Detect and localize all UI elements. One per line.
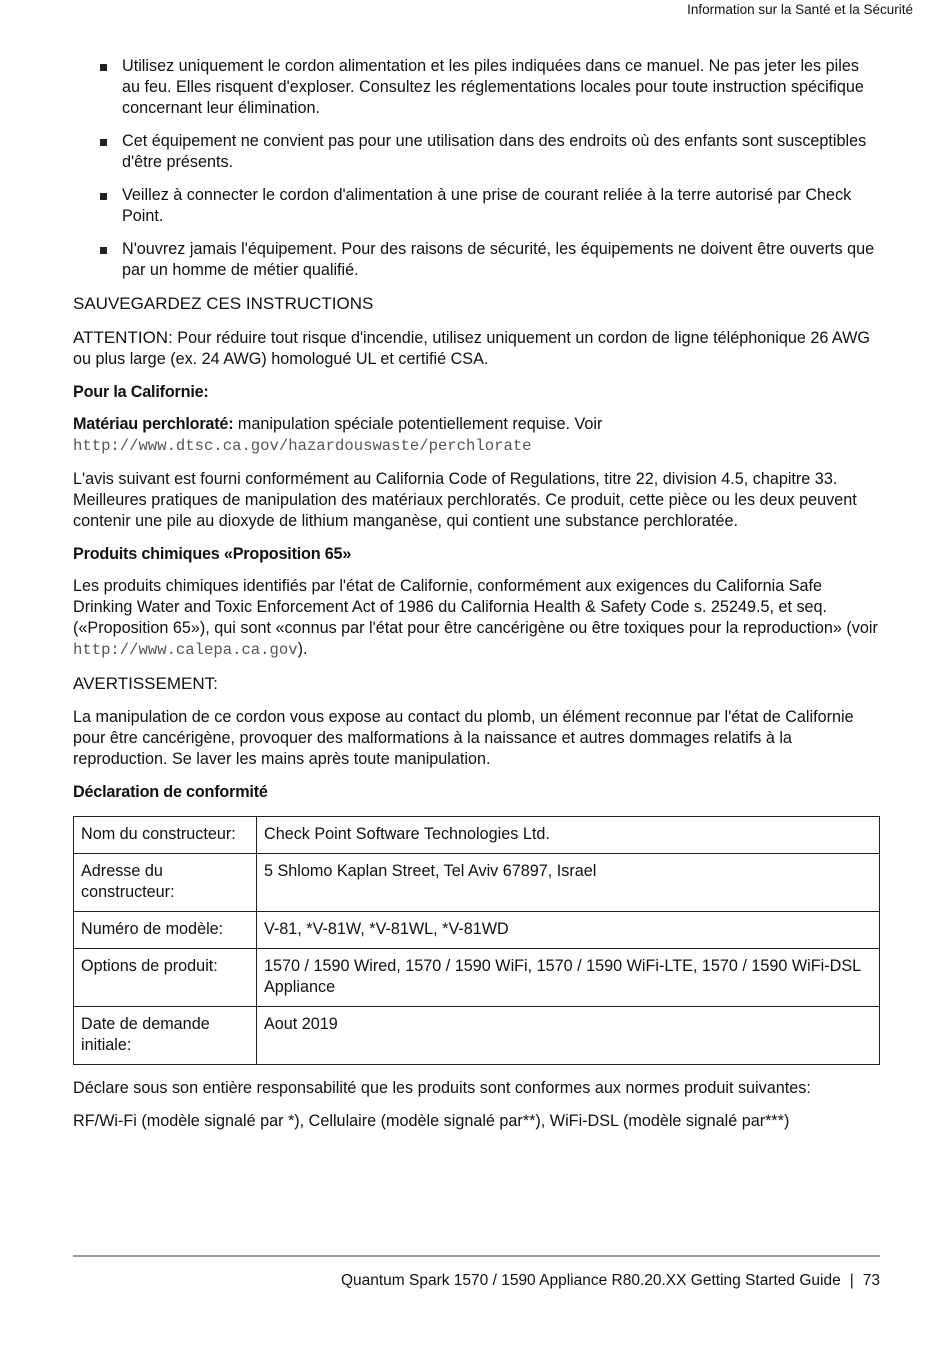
running-header: Information sur la Santé et la Sécurité [687, 2, 913, 17]
table-row [74, 1007, 880, 1065]
table-cell-label: Adresse du constructeur: [74, 854, 257, 912]
guide-title: Quantum Spark 1570 / 1590 Appliance R80.20.XX Getting Started Guide [340, 1272, 841, 1289]
perchlorate-link[interactable]: http://www.dtsc.ca.gov/hazardouswaste/perchlorate [73, 437, 532, 455]
safety-bullet-list [73, 56, 881, 281]
declaration-paragraph: Déclare sous son entière responsabilité que les produits sont conformes aux normes produit suivantes: [73, 1079, 811, 1097]
bullet-text: Cet équipement ne convient pas pour une utilisation dans des endroits où des enfants sont susceptibles d'être présents. [122, 132, 867, 171]
square-bullet-icon [100, 193, 107, 200]
table-cell-value: Check Point Software Technologies Ltd. [257, 817, 880, 854]
table-cell-label: Numéro de modèle: [74, 912, 257, 949]
perchlorate-label: Matériau perchloraté: [73, 415, 234, 433]
page-content [73, 56, 881, 1144]
bullet-text: Utilisez uniquement le cordon alimentation et les piles indiquées dans ce manuel. Ne pas jeter les piles au feu. Elles risquent d'exploser. Consultez les réglementations locales pour toute instruction spécifique concernant leur élimination. [122, 57, 864, 117]
table-cell-value: Aout 2019 [257, 1007, 880, 1065]
prop65-text-end: ). [297, 640, 308, 658]
table-cell-label: Options de produit: [74, 949, 257, 1007]
bullet-text: Veillez à connecter le cordon d'alimentation à une prise de courant reliée à la terre autorisé par Check Point. [122, 186, 852, 225]
table-row [74, 817, 880, 854]
conformity-table [73, 816, 880, 1065]
attention-text: Pour réduire tout risque d'incendie, utilisez uniquement un cordon de ligne téléphonique 26 AWG ou plus large (ex. 24 AWG) homologué UL et certifié CSA. [73, 329, 870, 368]
list-item [73, 56, 881, 119]
table-row [74, 912, 880, 949]
list-item [73, 131, 881, 173]
save-instructions-heading: SAUVEGARDEZ CES INSTRUCTIONS [73, 294, 374, 313]
page-number: 73 [862, 1272, 880, 1289]
conformity-heading: Déclaration de conformité [73, 783, 268, 801]
table-cell-value: 1570 / 1590 Wired, 1570 / 1590 WiFi, 1570 / 1590 WiFi-LTE, 1570 / 1590 WiFi-DSL Appliance [257, 949, 880, 1007]
attention-label: ATTENTION: [73, 328, 173, 347]
bullet-text: N'ouvrez jamais l'équipement. Pour des raisons de sécurité, les équipements ne doivent être ouverts que par un homme de métier qualifié. [122, 240, 875, 279]
table-row [74, 854, 880, 912]
table-cell-value: V-81, *V-81W, *V-81WL, *V-81WD [257, 912, 880, 949]
warning-paragraph: La manipulation de ce cordon vous expose au contact du plomb, un élément reconnue par l'état de Californie pour être cancérigène, provoquer des malformations à la naissance et autres dommages relatifs à la reproduction. Se laver les mains après toute manipulation. [73, 708, 854, 768]
list-item [73, 185, 881, 227]
california-heading: Pour la Californie: [73, 383, 209, 401]
footer-divider [73, 1255, 880, 1257]
warning-heading: AVERTISSEMENT: [73, 674, 218, 693]
table-cell-label: Date de demande initiale: [74, 1007, 257, 1065]
prop65-text: Les produits chimiques identifiés par l'état de Californie, conformément aux exigences du California Safe Drinking Water and Toxic Enforcement Act of 1986 du California Health & Safety Code s. 25249.5, et seq. («Proposition 65»), qui sont «connus par l'état pour être cancérigène ou être toxiques pour la reproduction» (voir [73, 577, 878, 637]
page-footer [341, 1272, 880, 1290]
standards-paragraph: RF/Wi-Fi (modèle signalé par *), Cellulaire (modèle signalé par**), WiFi-DSL (modèle signalé par***) [73, 1112, 790, 1130]
list-item [73, 239, 881, 281]
calepa-link[interactable]: http://www.calepa.ca.gov [73, 641, 298, 659]
attention-paragraph [73, 327, 881, 370]
square-bullet-icon [100, 64, 107, 71]
table-cell-value: 5 Shlomo Kaplan Street, Tel Aviv 67897, Israel [257, 854, 880, 912]
perchlorate-paragraph [73, 414, 881, 457]
square-bullet-icon [100, 139, 107, 146]
footer-separator: | [849, 1272, 854, 1289]
perchlorate-text: manipulation spéciale potentiellement requise. Voir [233, 415, 603, 433]
table-cell-label: Nom du constructeur: [74, 817, 257, 854]
table-row [74, 949, 880, 1007]
prop65-paragraph [73, 576, 881, 661]
square-bullet-icon [100, 247, 107, 254]
prop65-heading: Produits chimiques «Proposition 65» [73, 545, 352, 563]
california-notice: L'avis suivant est fourni conformément au California Code of Regulations, titre 22, division 4.5, chapitre 33. Meilleures pratiques de manipulation des matériaux perchloratés. Ce produit, cette pièce ou les deux peuvent contenir une pile au dioxyde de lithium manganèse, qui contient une substance perchloratée. [73, 470, 857, 530]
